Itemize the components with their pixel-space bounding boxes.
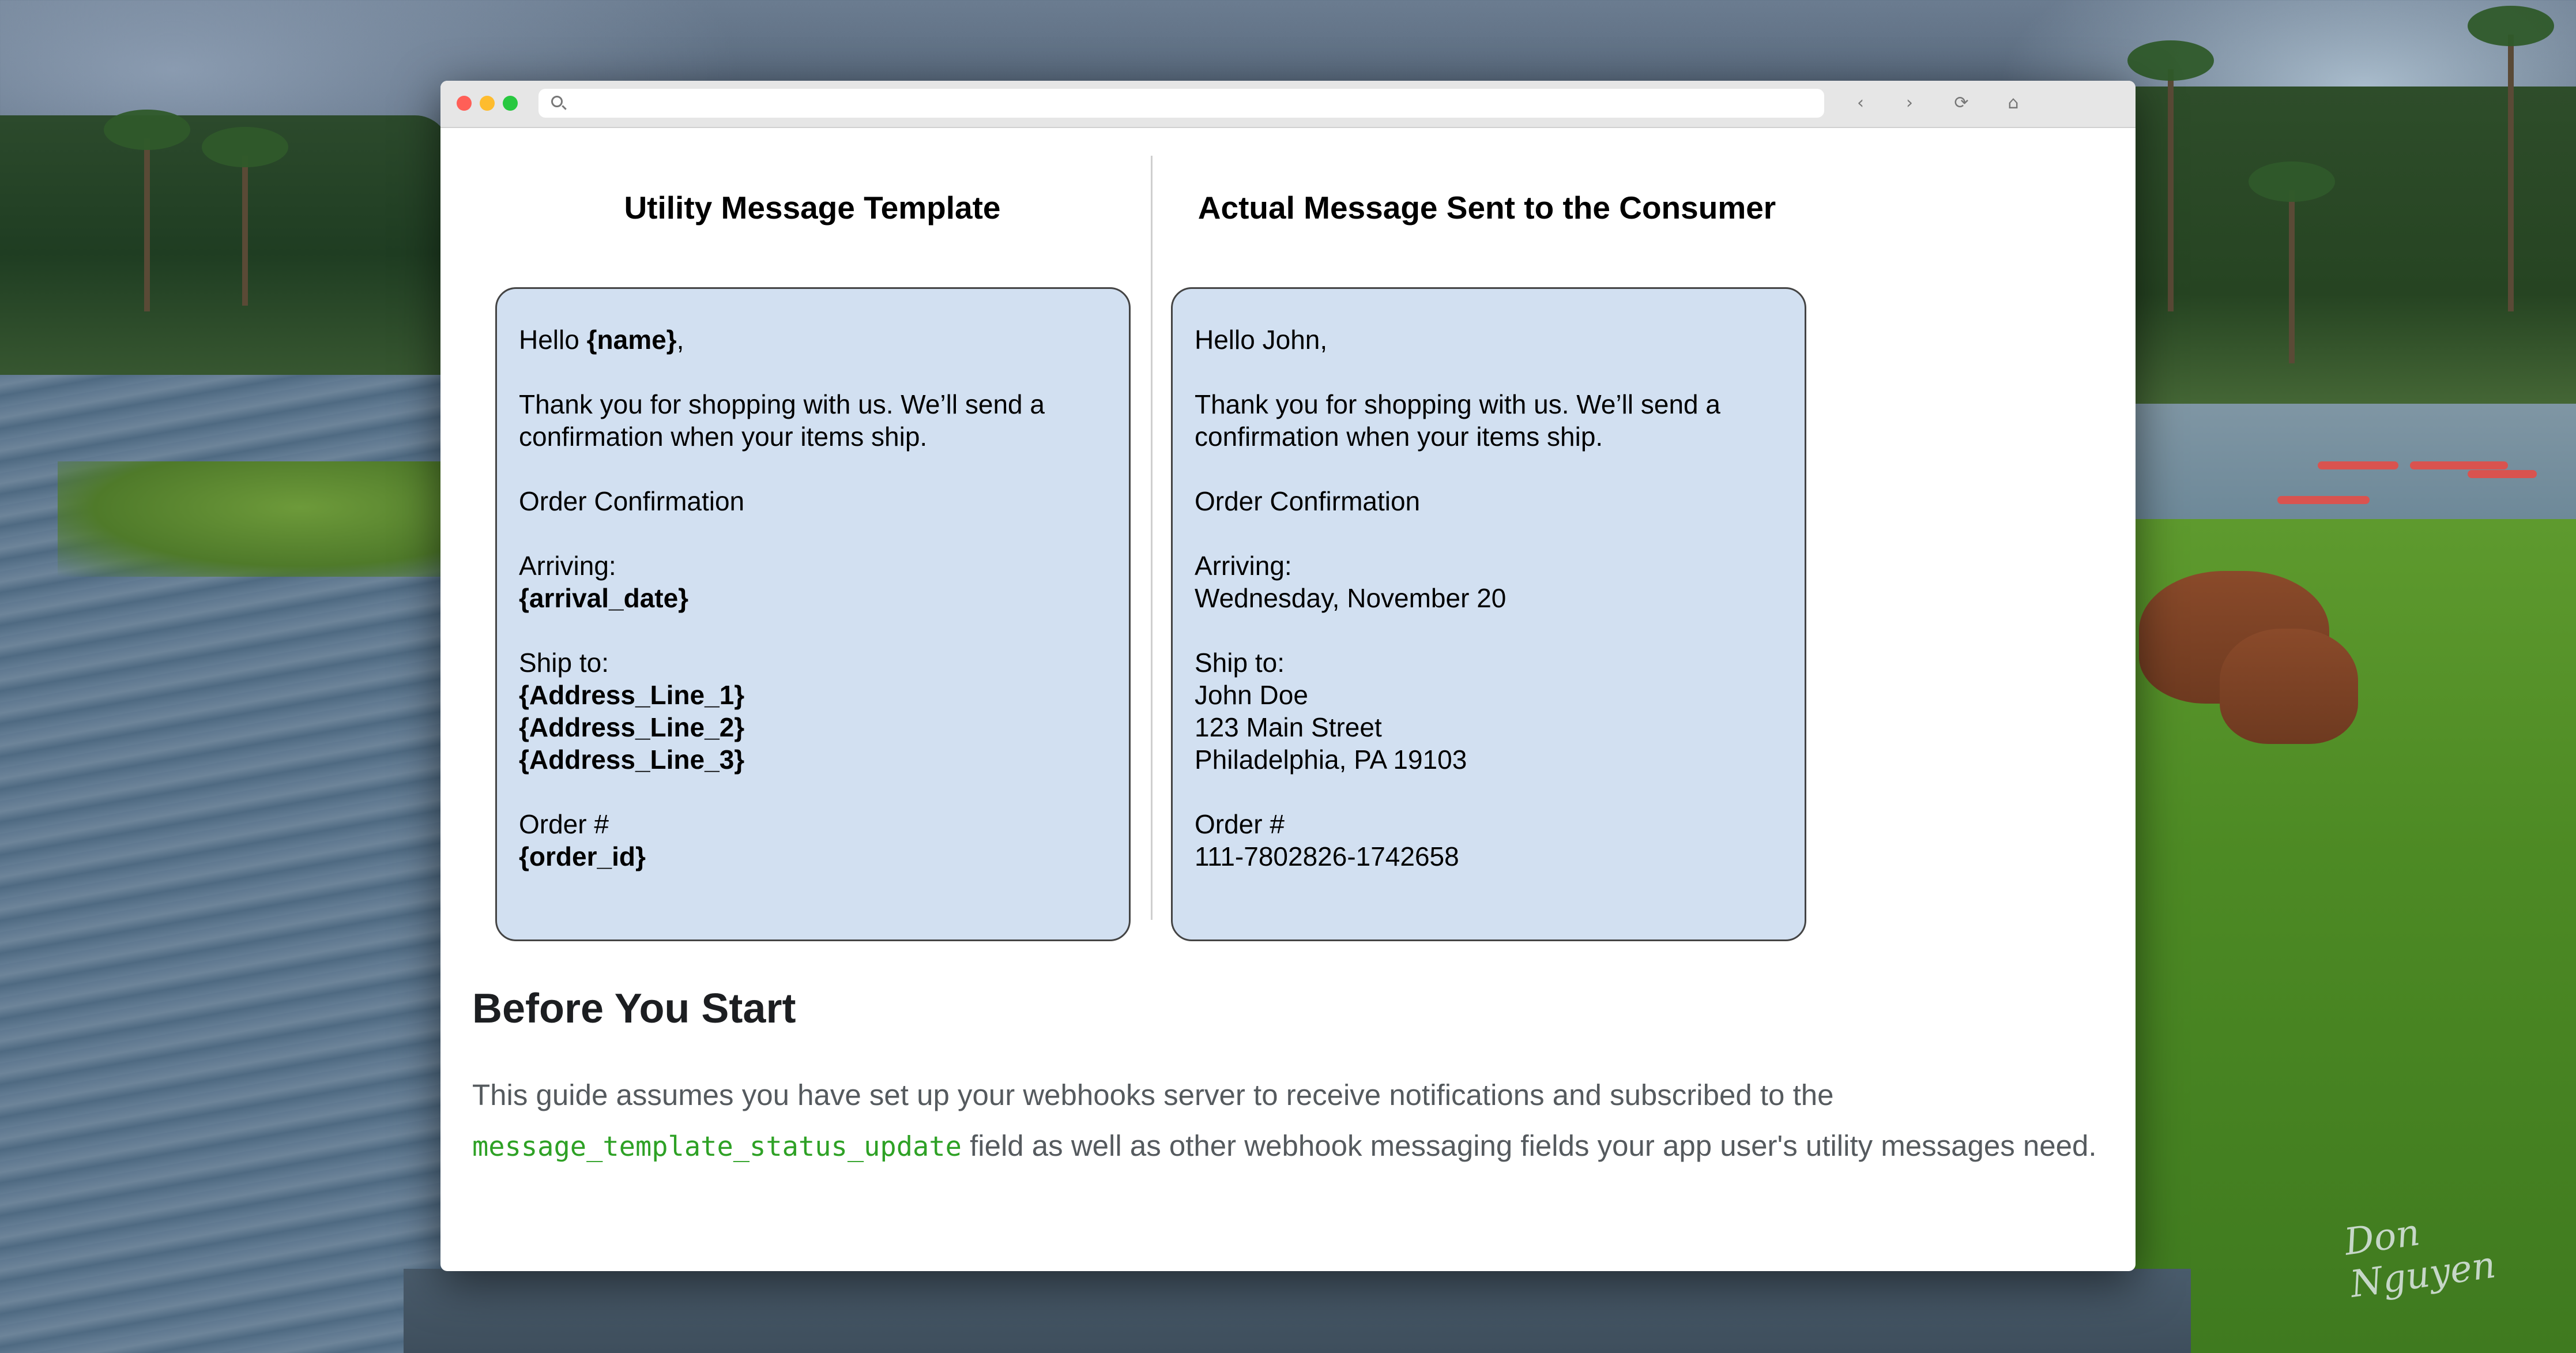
order-id-variable: {order_id}	[519, 841, 646, 871]
greeting-line	[519, 324, 1107, 356]
palm-tree	[2289, 190, 2295, 363]
kayak	[2318, 461, 2398, 469]
kayak	[2410, 461, 2508, 469]
kayak	[2277, 496, 2370, 504]
browser-window	[440, 81, 2136, 1271]
back-button[interactable]: ‹	[1857, 93, 1864, 113]
home-button[interactable]: ⌂	[2008, 93, 2019, 113]
address-line-1: John Doe	[1195, 680, 1308, 710]
page-content	[440, 127, 2136, 1271]
kayak	[2468, 470, 2537, 478]
address-line-1-variable: {Address_Line_1}	[519, 680, 745, 710]
background-shore	[404, 1269, 2191, 1353]
actual-message-card	[1171, 287, 1806, 941]
address-line-2: 123 Main Street	[1195, 712, 1382, 742]
address-bar[interactable]	[538, 89, 1824, 118]
intro-line-2: confirmation when your items ship.	[519, 422, 928, 452]
order-id: 111-7802826-1742658	[1195, 841, 1459, 871]
actual-column-title: Actual Message Sent to the Consumer	[1197, 190, 1776, 226]
intro-line-1: Thank you for shopping with us. We’ll send a	[519, 389, 1045, 419]
address-input[interactable]	[573, 92, 1815, 114]
arriving-label: Arriving:	[519, 551, 616, 581]
column-divider	[1151, 156, 1153, 920]
section-heading: Before You Start	[472, 986, 796, 1032]
palm-tree	[2508, 35, 2514, 311]
greeting-suffix: ,	[676, 325, 684, 355]
name-variable: {name}	[586, 325, 677, 355]
palm-tree	[242, 156, 248, 306]
paragraph-text-start: This guide assumes you have set up your webhooks server to receive notifications and subscribed to the	[472, 1078, 1834, 1111]
maximize-window-button[interactable]	[503, 96, 518, 111]
greeting-prefix: Hello	[519, 325, 587, 355]
ship-to-label: Ship to:	[1195, 648, 1285, 678]
webhook-field-code: message_template_status_update	[472, 1131, 962, 1163]
address-line-2-variable: {Address_Line_2}	[519, 712, 745, 742]
arriving-label: Arriving:	[1195, 551, 1292, 581]
order-confirmation-label: Order Confirmation	[1195, 486, 1421, 516]
arrival-date-variable: {arrival_date}	[519, 583, 689, 613]
address-line-3: Philadelphia, PA 19103	[1195, 745, 1467, 775]
search-icon	[551, 96, 563, 107]
minimize-window-button[interactable]	[480, 96, 495, 111]
template-message-card	[495, 287, 1131, 941]
order-number-label: Order #	[1195, 809, 1285, 839]
section-paragraph	[472, 1070, 2110, 1172]
background-island	[58, 461, 461, 577]
ship-to-label: Ship to:	[519, 648, 609, 678]
forward-button[interactable]: ›	[1906, 93, 1913, 113]
address-line-3-variable: {Address_Line_3}	[519, 745, 745, 775]
order-confirmation-label: Order Confirmation	[519, 486, 745, 516]
template-column-title: Utility Message Template	[624, 190, 1001, 226]
greeting-line: Hello John,	[1195, 325, 1328, 355]
browser-toolbar	[440, 81, 2136, 128]
paragraph-text-end: field as well as other webhook messaging fields your app user's utility messages need.	[961, 1129, 2097, 1162]
intro-line-1: Thank you for shopping with us. We’ll send a	[1195, 389, 1720, 419]
close-window-button[interactable]	[457, 96, 472, 111]
order-number-label: Order #	[519, 809, 609, 839]
arrival-date: Wednesday, November 20	[1195, 583, 1507, 613]
calf	[2220, 629, 2358, 744]
photographer-signature: Don Nguyen	[2341, 1211, 2499, 1306]
palm-tree	[2168, 69, 2174, 311]
reload-button[interactable]: ⟳	[1954, 93, 1969, 113]
palm-tree	[144, 138, 150, 311]
intro-line-2: confirmation when your items ship.	[1195, 422, 1603, 452]
